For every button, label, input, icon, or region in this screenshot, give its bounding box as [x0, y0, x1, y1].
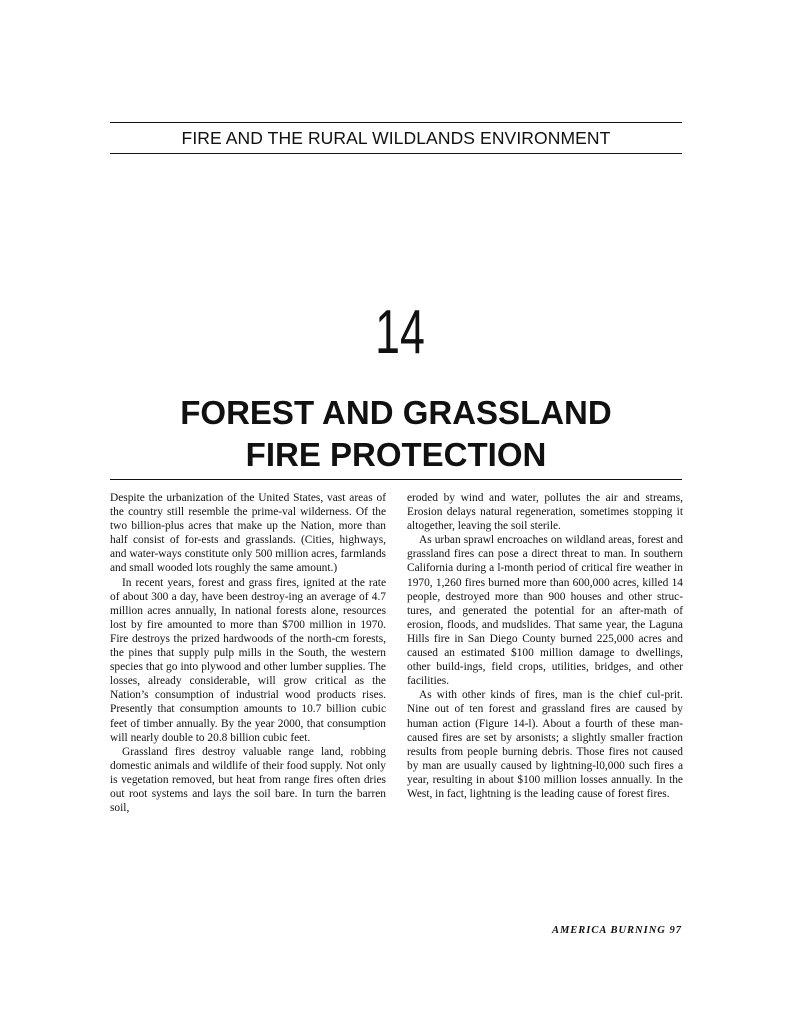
chapter-title-line-2: FIRE PROTECTION [245, 436, 547, 473]
paragraph: Despite the urbanization of the United States, vast areas of the country still resemble the prime-val wilderness. Of the two billion-plus acres that make up the Nation, more than half consist of for-ests and grasslands. (Cities, highways, and water-ways constitute only 500 million acres, farmlands and small wooded lots roughly the same amount.) [110, 492, 386, 575]
chapter-number: 14 [375, 298, 425, 367]
paragraph: As urban sprawl encroaches on wildland areas, forest and grassland fires can pose a direct threat to man. In southern California during a l-month period of critical fire weather in 1970, 1,260 fires burned more than 600,000 acres, killed 14 people, destroyed more than 900 houses and other struc-tures, and generated the potential for an after-math of erosion, floods, and mudslides. That same year, the Laguna Hills fire in San Diego County burned 225,000 acres and caused an estimated $100 million damage to dwellings, other build-ings, field crops, utilities, bridges, and other facilities. [407, 534, 683, 688]
chapter-title [110, 392, 682, 476]
paragraph: As with other kinds of fires, man is the chief cul-prit. Nine out of ten forest and grassland fires are caused by human action (Figure 14-l). About a fourth of these man-caused fires are set by arsonists; a slightly smaller fraction results from people burning debris. Those fires not caused by man are usually caused by lightning-l0,000 such fires a year, resulting in about $100 million losses annually. In the West, in fact, lightning is the leading cause of forest fires. [407, 689, 683, 800]
body-column-left [110, 491, 386, 815]
paragraph: In recent years, forest and grass fires, ignited at the rate of about 300 a day, have been destroy-ing an average of 4.7 million acres annually, In national forests alone, resources lost by fire amounted to more than $700 million in 1970. Fire destroys the prized hardwoods of the north-cm forests, the pines that supply pulp mills in the South, the western species that go into plywood and other lumber supplies. The losses, already considerable, will grow critical as the Nation’s consumption of industrial wood products rises. Presently that consumption amounts to 10.7 billion cubic feet of timber annually. By the year 2000, that consumption will nearly double to 20.8 billion cubic feet. [110, 576, 386, 744]
section-header: FIRE AND THE RURAL WILDLANDS ENVIRONMENT [110, 122, 682, 154]
chapter-title-line-1: FOREST AND GRASSLAND [180, 394, 612, 431]
paragraph: eroded by wind and water, pollutes the air and streams, Erosion delays natural regeneration, sometimes stopping it altogether, leaving the soil sterile. [407, 492, 683, 533]
body-column-right [407, 491, 683, 801]
title-rule [110, 479, 682, 480]
page-footer: AMERICA BURNING 97 [551, 925, 682, 936]
paragraph: Grassland fires destroy valuable range land, robbing domestic animals and wildlife of their food supply. Not only is vegetation removed, but heat from range fires often dries out root systems and lays the soil bare. In turn the barren soil, [110, 745, 386, 815]
